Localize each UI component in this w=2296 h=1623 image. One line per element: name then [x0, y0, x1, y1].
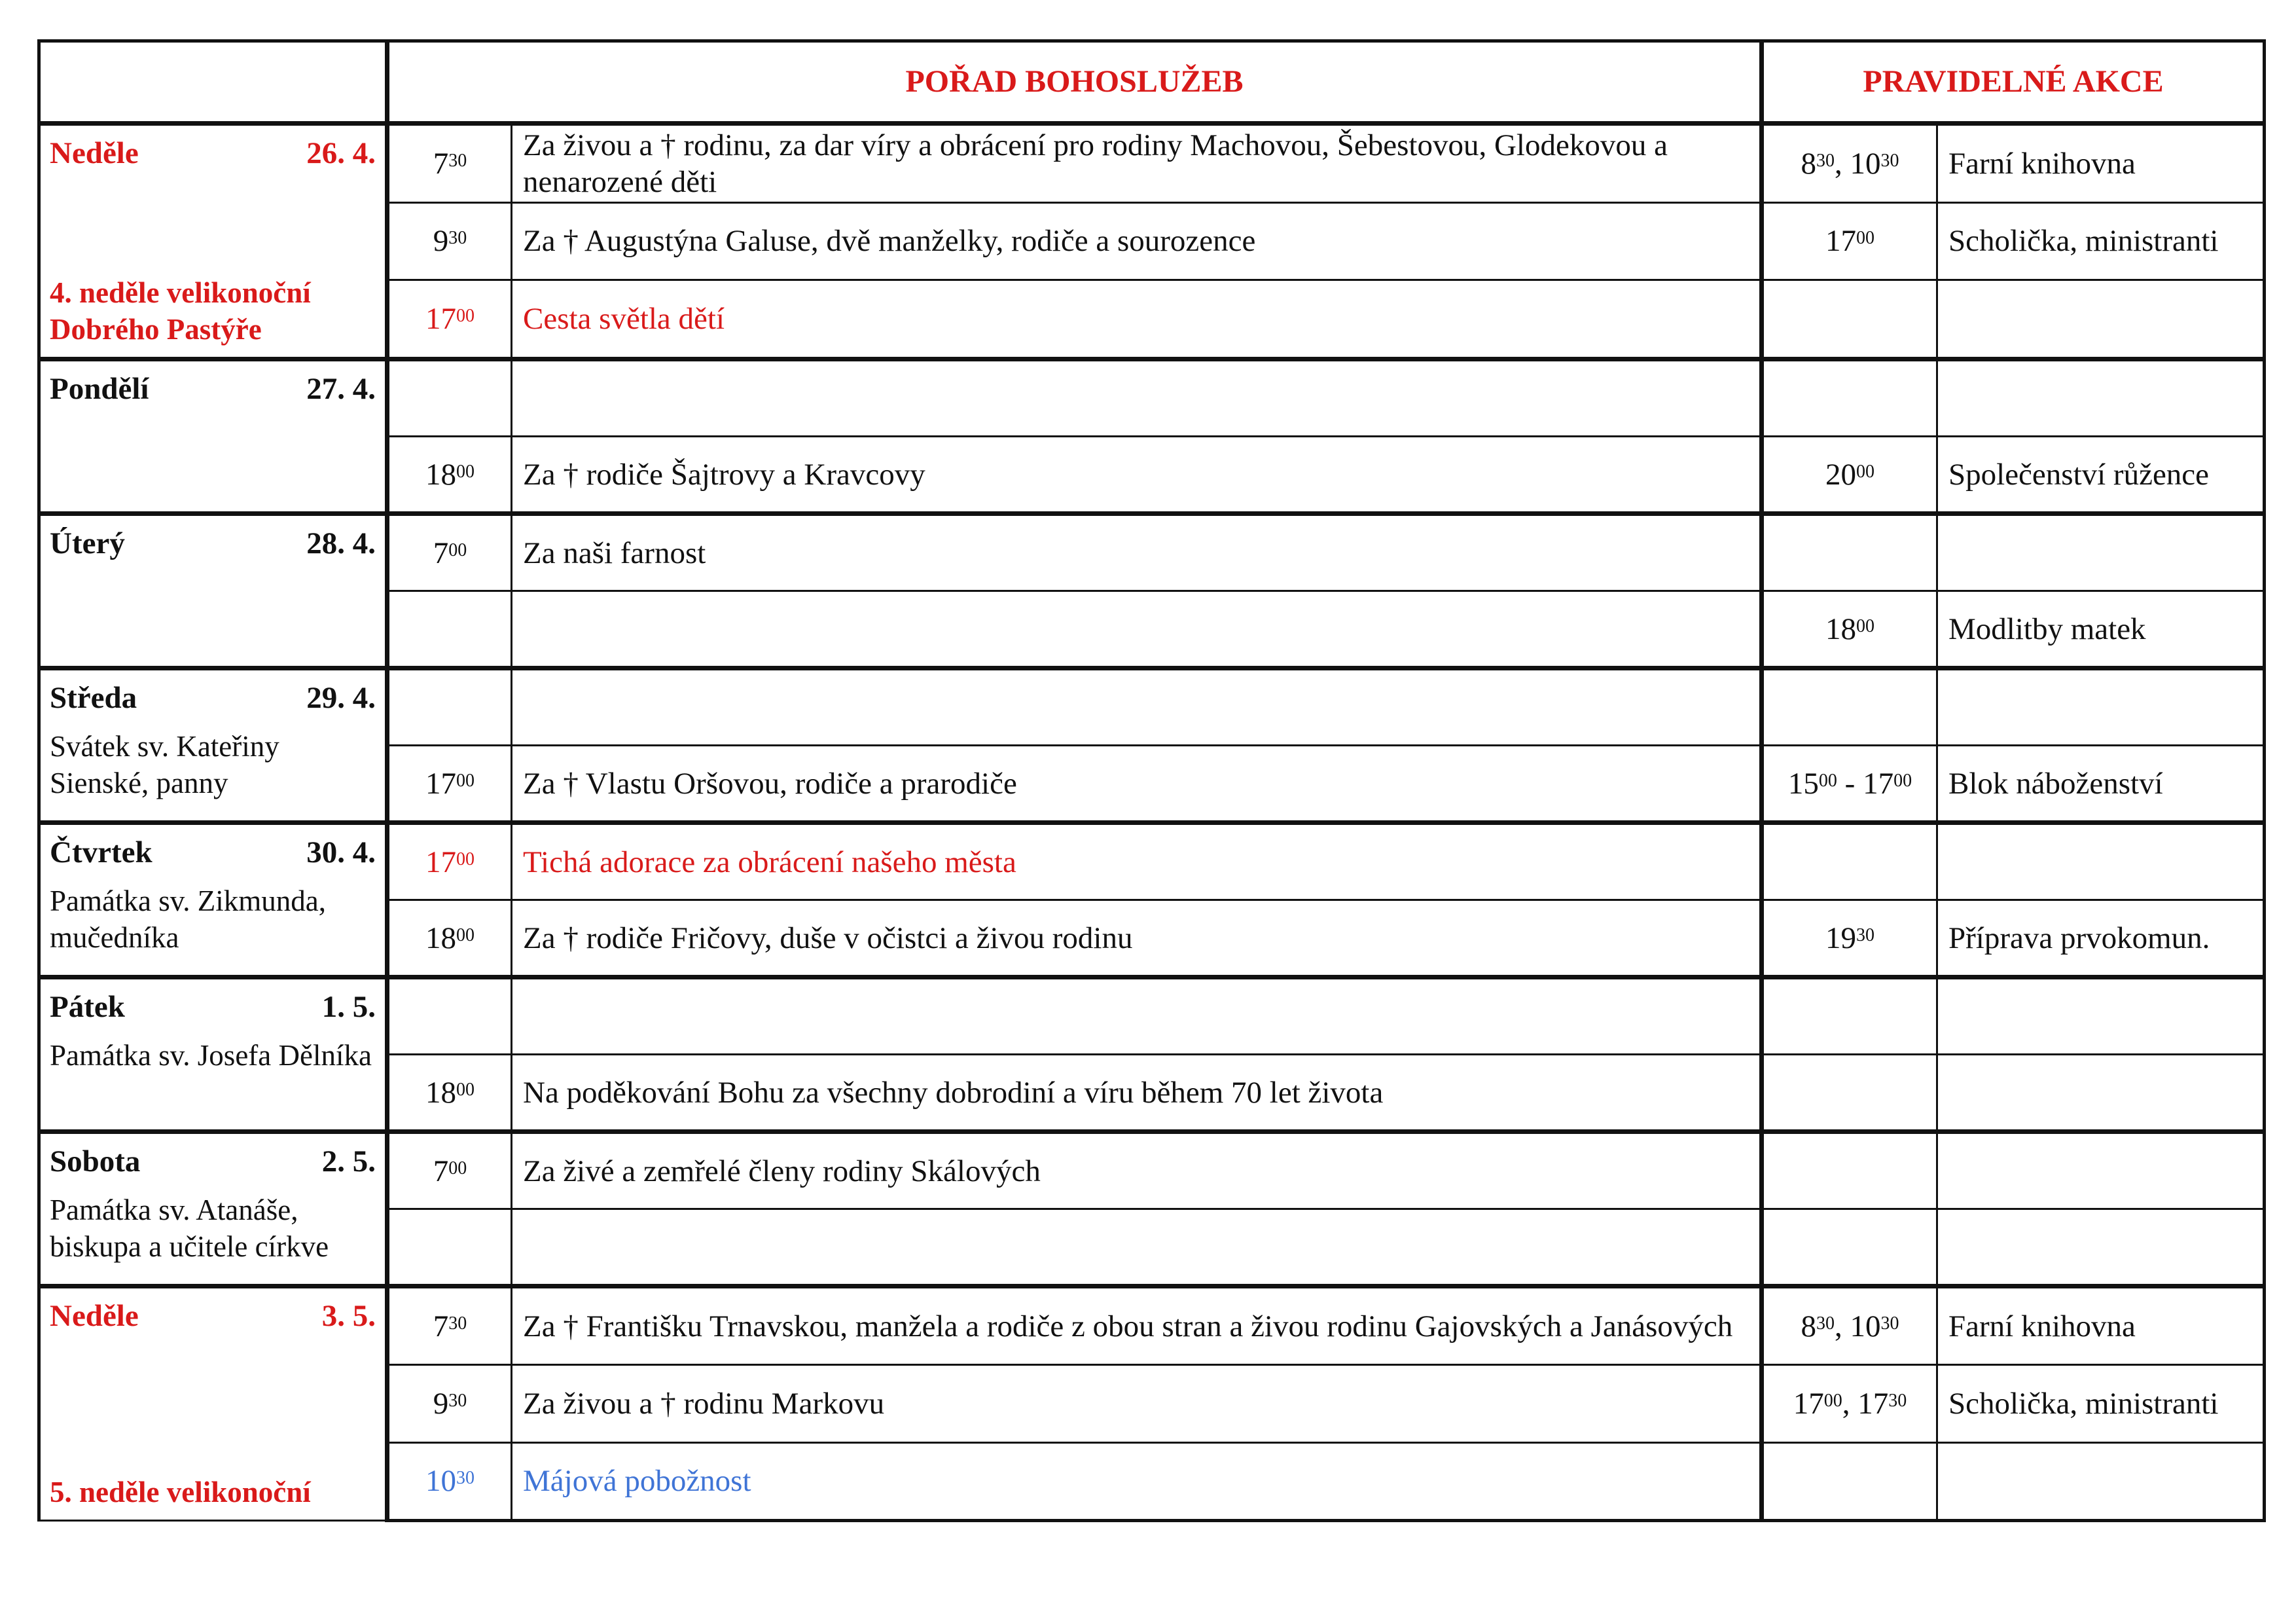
mass-time: $10^{30}$	[387, 1442, 512, 1520]
activity-time	[1762, 1209, 1937, 1286]
mass-intention: Za † rodiče Fričovy, duše v očistci a živou rodinu	[512, 900, 1762, 977]
day-cell	[39, 124, 387, 359]
day-date: 2. 5.	[321, 1144, 376, 1178]
activity-time	[1762, 668, 1937, 746]
day-note: Památka sv. Josefa Dělníka	[50, 1039, 372, 1072]
day-date: 3. 5.	[321, 1299, 376, 1333]
mass-intention	[512, 668, 1762, 746]
day-name: Úterý	[50, 526, 125, 560]
day-date: 26. 4.	[306, 136, 376, 170]
mass-time: $18^{00}$	[387, 437, 512, 514]
mass-time: $17^{00}$	[387, 823, 512, 900]
activity-time: $20^{00}$	[1762, 437, 1937, 514]
mass-time: $17^{00}$	[387, 746, 512, 823]
mass-time: $9^{30}$	[387, 1365, 512, 1442]
day-date: 30. 4.	[306, 835, 376, 869]
day-name: Neděle	[50, 1299, 139, 1333]
mass-intention: Za naši farnost	[512, 514, 1762, 591]
mass-time: $7^{00}$	[387, 1132, 512, 1209]
mass-time: $18^{00}$	[387, 900, 512, 977]
activity-time: $17^{00}$, $17^{30}$	[1762, 1365, 1937, 1442]
header-empty-cell	[39, 41, 387, 124]
schedule-table	[37, 39, 2266, 1522]
mass-time: $17^{00}$	[387, 280, 512, 359]
activity-name	[1937, 1132, 2265, 1209]
mass-intention	[512, 1209, 1762, 1286]
activity-time	[1762, 514, 1937, 591]
day-cell	[39, 1286, 387, 1521]
day-cell	[39, 514, 387, 668]
day-note: Památka sv. Atanáše, biskupa a učitele církve	[50, 1194, 329, 1263]
table-row	[39, 668, 2265, 746]
activity-name	[1937, 359, 2265, 437]
activity-time: $15^{00} - 17^{00}$	[1762, 746, 1937, 823]
mass-time: $18^{00}$	[387, 1055, 512, 1132]
activity-name	[1937, 1055, 2265, 1132]
mass-intention: Májová pobožnost	[512, 1442, 1762, 1520]
header-porad: POŘAD BOHOSLUŽEB	[387, 41, 1762, 124]
activity-name	[1937, 1442, 2265, 1520]
activity-time: $8^{30}$, $10^{30}$	[1762, 124, 1937, 203]
activity-time: $19^{30}$	[1762, 900, 1937, 977]
table-row	[39, 823, 2265, 900]
mass-intention: Za živou a † rodinu Markovu	[512, 1365, 1762, 1442]
mass-time	[387, 977, 512, 1055]
mass-intention: Cesta světla dětí	[512, 280, 1762, 359]
activity-time: $18^{00}$	[1762, 591, 1937, 668]
mass-intention: Za † Augustýna Galuse, dvě manželky, rodiče a sourozence	[512, 202, 1762, 280]
day-note: Svátek sv. Kateřiny Sienské, panny	[50, 730, 279, 799]
activity-name: Modlitby matek	[1937, 591, 2265, 668]
table-row	[39, 359, 2265, 437]
day-date: 29. 4.	[306, 681, 376, 715]
mass-intention: Tichá adorace za obrácení našeho města	[512, 823, 1762, 900]
mass-intention: Za živé a zemřelé členy rodiny Skálových	[512, 1132, 1762, 1209]
activity-name	[1937, 977, 2265, 1055]
day-name: Čtvrtek	[50, 835, 152, 869]
day-name: Pondělí	[50, 372, 149, 406]
mass-time	[387, 668, 512, 746]
day-cell	[39, 1132, 387, 1286]
header-akce: PRAVIDELNÉ AKCE	[1762, 41, 2265, 124]
mass-intention	[512, 591, 1762, 668]
mass-intention: Za † rodiče Šajtrovy a Kravcovy	[512, 437, 1762, 514]
activity-time: $8^{30}$, $10^{30}$	[1762, 1286, 1937, 1365]
day-cell	[39, 359, 387, 514]
day-cell	[39, 823, 387, 977]
day-date: 1. 5.	[321, 990, 376, 1024]
day-cell	[39, 668, 387, 823]
activity-time	[1762, 280, 1937, 359]
table-row	[39, 1132, 2265, 1209]
activity-name: Příprava prvokomun.	[1937, 900, 2265, 977]
mass-time: $9^{30}$	[387, 202, 512, 280]
activity-time	[1762, 977, 1937, 1055]
activity-name: Farní knihovna	[1937, 124, 2265, 203]
day-name: Středa	[50, 681, 137, 715]
mass-intention: Za živou a † rodinu, za dar víry a obrácení pro rodiny Machovou, Šebestovou, Glodekovou a nenarozené děti	[512, 124, 1762, 203]
day-note: 5. neděle velikonoční	[50, 1476, 311, 1508]
activity-name	[1937, 514, 2265, 591]
activity-time	[1762, 1055, 1937, 1132]
day-name: Sobota	[50, 1144, 141, 1178]
mass-time	[387, 359, 512, 437]
mass-intention: Na poděkování Bohu za všechny dobrodiní a víru během 70 let života	[512, 1055, 1762, 1132]
activity-name: Společenství růžence	[1937, 437, 2265, 514]
activity-name: Blok náboženství	[1937, 746, 2265, 823]
activity-name	[1937, 823, 2265, 900]
activity-name	[1937, 280, 2265, 359]
activity-time	[1762, 1132, 1937, 1209]
activity-name	[1937, 1209, 2265, 1286]
activity-name: Scholička, ministranti	[1937, 1365, 2265, 1442]
mass-time: $7^{00}$	[387, 514, 512, 591]
activity-name	[1937, 668, 2265, 746]
day-note: 4. neděle velikonoční Dobrého Pastýře	[50, 276, 311, 346]
table-row	[39, 1286, 2265, 1365]
table-row	[39, 124, 2265, 203]
mass-time: $7^{30}$	[387, 1286, 512, 1365]
day-name: Neděle	[50, 136, 139, 170]
activity-time	[1762, 823, 1937, 900]
mass-time: $7^{30}$	[387, 124, 512, 203]
day-note: Památka sv. Zikmunda, mučedníka	[50, 884, 327, 954]
activity-time: $17^{00}$	[1762, 202, 1937, 280]
activity-name: Farní knihovna	[1937, 1286, 2265, 1365]
day-date: 27. 4.	[306, 372, 376, 406]
day-cell	[39, 977, 387, 1132]
mass-time	[387, 1209, 512, 1286]
mass-intention	[512, 977, 1762, 1055]
mass-intention	[512, 359, 1762, 437]
table-row	[39, 977, 2265, 1055]
activity-time	[1762, 1442, 1937, 1520]
mass-intention: Za † Františku Trnavskou, manžela a rodiče z obou stran a živou rodinu Gajovských a Janásových	[512, 1286, 1762, 1365]
activity-time	[1762, 359, 1937, 437]
header-row	[39, 41, 2265, 124]
mass-intention: Za † Vlastu Oršovou, rodiče a prarodiče	[512, 746, 1762, 823]
mass-time	[387, 591, 512, 668]
table-row	[39, 514, 2265, 591]
day-name: Pátek	[50, 990, 125, 1024]
day-date: 28. 4.	[306, 526, 376, 560]
activity-name: Scholička, ministranti	[1937, 202, 2265, 280]
